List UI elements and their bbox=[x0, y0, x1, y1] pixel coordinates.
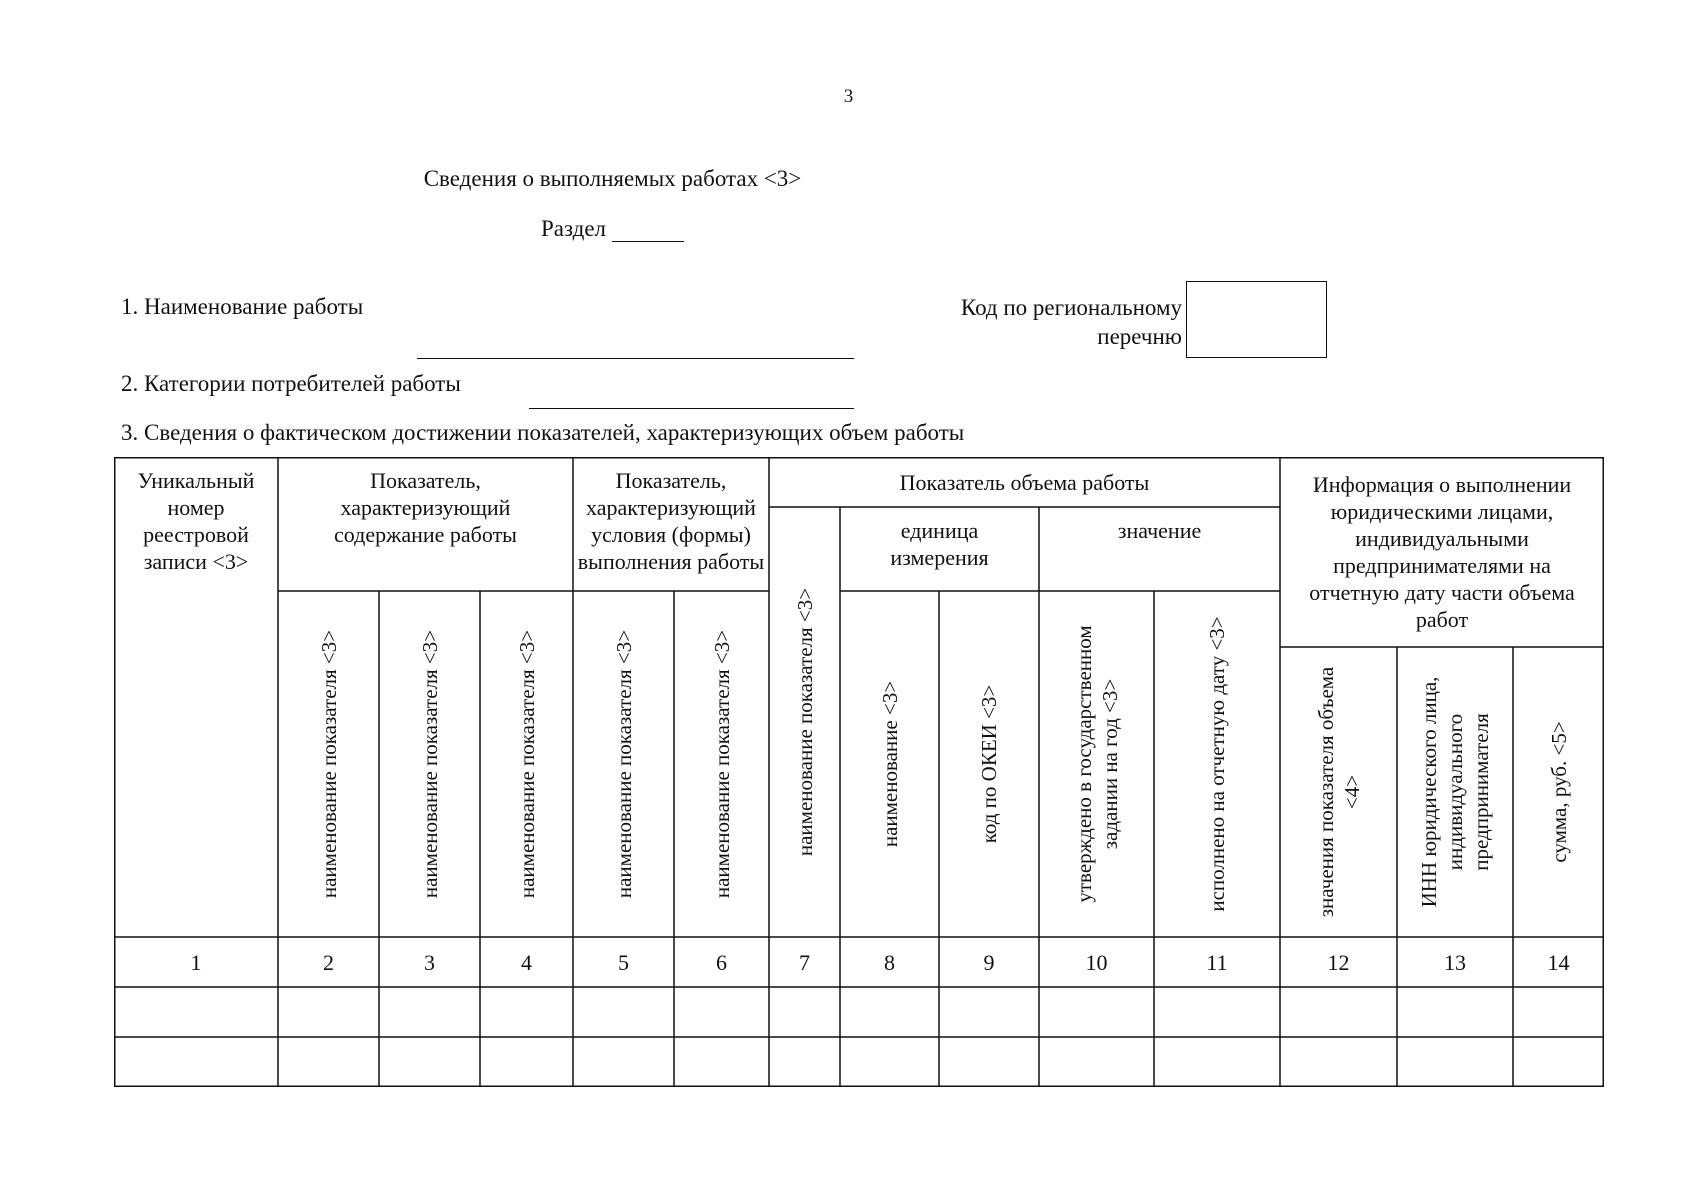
vheader-col-2 bbox=[278, 591, 379, 937]
regional-code-box[interactable] bbox=[1186, 281, 1327, 358]
header-unique-number: Уникальный номер реестровой записи <3> bbox=[137, 468, 255, 574]
vheader-col-9 bbox=[939, 591, 1039, 937]
table-row[interactable] bbox=[114, 1037, 1604, 1087]
work-name-field[interactable] bbox=[417, 358, 854, 359]
form-title: Сведения о выполняемых работах <3> bbox=[423, 166, 802, 191]
page-number: 3 bbox=[843, 86, 854, 107]
vheader-col-6 bbox=[674, 591, 769, 937]
column-number: 2 bbox=[323, 949, 334, 975]
header-legal-info: Информация о выполнении юридическими лицами, индивидуальными предпринимателями на отчетную дату части объема работ bbox=[1309, 472, 1575, 632]
regional-code-label bbox=[880, 293, 1182, 351]
column-number: 5 bbox=[618, 949, 629, 975]
indicators-table bbox=[114, 457, 1604, 1087]
vheader-col-13 bbox=[1397, 647, 1513, 937]
table-row[interactable] bbox=[114, 987, 1604, 1037]
column-number: 3 bbox=[424, 949, 435, 975]
vheader-col-6-text: наименование показателя <3> bbox=[709, 629, 734, 899]
vheader-col-14-text: сумма, руб. <5> bbox=[1546, 721, 1571, 863]
column-number: 13 bbox=[1444, 949, 1466, 975]
vheader-col-10-text: утверждено в государственном задании на год <3> bbox=[1071, 625, 1122, 903]
regional-code-label-line1: Код по региональному bbox=[960, 295, 1182, 320]
vheader-col-11 bbox=[1154, 591, 1280, 937]
header-condition-indicator: Показатель, характеризующий условия (формы) выполнения работы bbox=[577, 468, 765, 574]
column-number: 7 bbox=[799, 949, 810, 975]
regional-code-label-line2: перечню bbox=[1097, 324, 1182, 349]
vheader-col-12 bbox=[1280, 647, 1397, 937]
header-content-indicator: Показатель, характеризующий содержание работы bbox=[334, 468, 517, 547]
vheader-col-3 bbox=[379, 591, 480, 937]
vheader-col-7 bbox=[769, 507, 840, 937]
column-number: 8 bbox=[884, 949, 895, 975]
column-number: 14 bbox=[1547, 949, 1570, 975]
vheader-col-5-text: наименование показателя <3> bbox=[611, 629, 636, 899]
vheader-col-8-text: наименование <3> bbox=[877, 680, 902, 848]
column-number: 1 bbox=[190, 949, 202, 975]
vheader-col-5 bbox=[573, 591, 674, 937]
vheader-col-14 bbox=[1513, 647, 1604, 937]
section-row bbox=[0, 216, 1225, 242]
column-number: 4 bbox=[521, 949, 532, 975]
column-number: 11 bbox=[1206, 949, 1228, 975]
vheader-col-13-text: ИНН юридического лица, индивидуального предпринимателя bbox=[1417, 676, 1493, 908]
header-unit: единица измерения bbox=[890, 518, 989, 570]
indicators-title: 3. Сведения о фактическом достижении показателей, характеризующих объем работы bbox=[121, 420, 965, 445]
header-value: значение bbox=[1117, 518, 1202, 543]
work-name-label: 1. Наименование работы bbox=[121, 294, 364, 319]
vheader-col-11-text: исполнено на отчетную дату <3> bbox=[1205, 616, 1229, 912]
column-number: 6 bbox=[716, 949, 727, 975]
vheader-col-7-text: наименование показателя <3> bbox=[792, 587, 817, 857]
section-number-field[interactable] bbox=[612, 219, 684, 242]
section-label: Раздел bbox=[540, 216, 607, 241]
vheader-col-12-text: значения показателя объема <4> bbox=[1313, 666, 1364, 918]
vheader-col-4-text: наименование показателя <3> bbox=[514, 629, 539, 899]
vheader-col-8 bbox=[840, 591, 939, 937]
consumers-field[interactable] bbox=[529, 408, 854, 409]
vheader-col-9-text: код по ОКЕИ <3> bbox=[977, 684, 1001, 844]
vheader-col-3-text: наименование показателя <3> bbox=[417, 629, 442, 899]
vheader-col-4 bbox=[480, 591, 573, 937]
vheader-col-2-text: наименование показателя <3> bbox=[316, 629, 341, 899]
header-volume-indicator: Показатель объема работы bbox=[899, 469, 1150, 495]
column-number: 12 bbox=[1327, 949, 1350, 975]
column-number: 9 bbox=[983, 949, 995, 975]
column-number: 10 bbox=[1085, 949, 1108, 975]
consumers-label: 2. Категории потребителей работы bbox=[121, 371, 461, 396]
vheader-col-10 bbox=[1039, 591, 1154, 937]
